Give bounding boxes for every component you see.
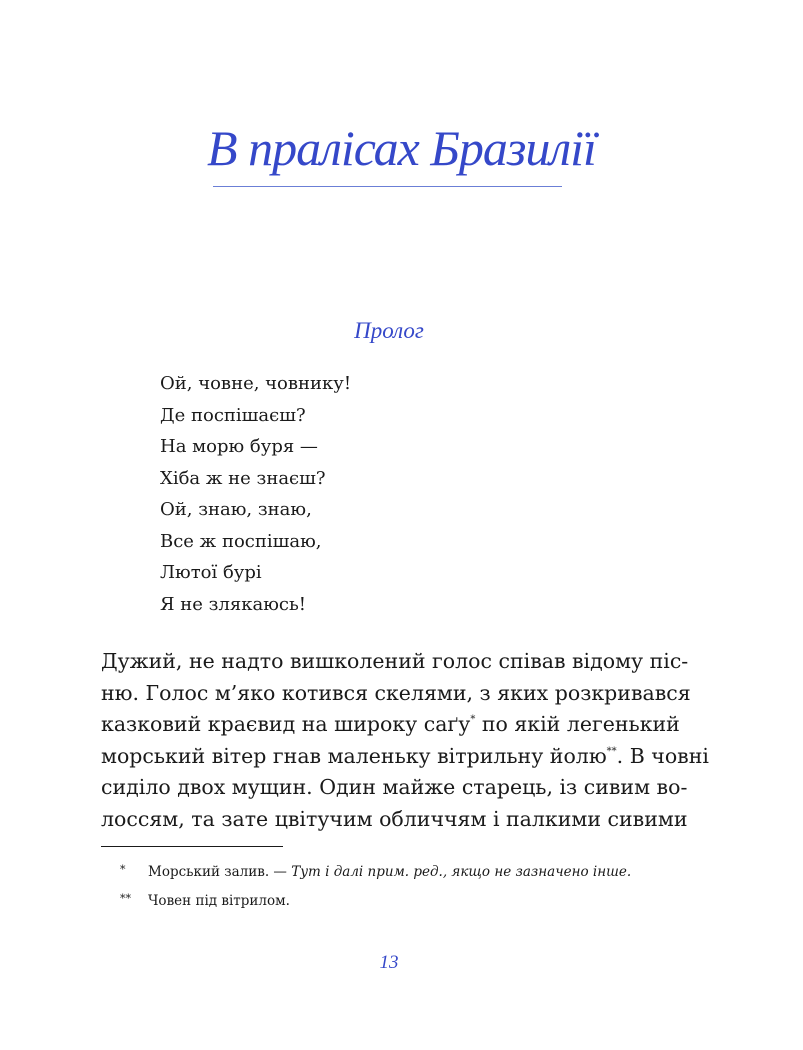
body-text-fragment: казковий краєвид на широку саґу [101,712,471,736]
footnote-divider [101,846,283,847]
poem-line: Я не злякаюсь! [160,593,307,615]
body-text-fragment: по якій легенький [475,712,680,736]
page-number: 13 [379,952,399,973]
body-line [101,741,709,773]
poem [160,368,351,620]
poem-line: Все ж поспішаю, [160,530,322,552]
body-line: сиділо двох мущин. Один майже старець, із сивим во- [101,775,688,799]
poem-line: Хіба ж не знаєш? [160,467,326,489]
footnote [120,889,290,911]
prologue-heading: Пролог [354,318,424,343]
footnote [120,860,631,882]
body-text-fragment: морський вітер гнав маленьку вітрильну йолю [101,743,607,768]
body-text-fragment: . В човні [616,743,709,768]
poem-line: Ой, човне, човнику! [160,373,352,394]
poem-line: Ой, знаю, знаю, [160,499,312,520]
body-line: ню. Голос м’яко котився скелями, з яких розкривався [101,680,691,705]
footnote-reference[interactable]: * [470,714,476,725]
footnote-reference[interactable]: ** [606,745,617,757]
chapter-title: В пралісах Бразилії [207,120,596,176]
footnote-text: Морський залив. — [148,864,292,880]
footnote-mark: * [120,863,126,876]
poem-line: На морю буря — [160,436,318,457]
poem-line: Лютої бурі [160,562,262,583]
body-line: лоссям, та зате цвітучим обличчям і палкими сивими [101,806,688,831]
poem-line: Де поспішаєш? [160,404,306,426]
body-paragraph [101,646,709,835]
body-line [101,709,679,741]
title-divider [213,186,562,187]
footnote-text: Човен під вітрилом. [148,893,290,909]
footnote-mark: ** [120,892,131,905]
body-line: Дужий, не надто вишколений голос співав відому піс- [101,649,689,673]
footnote-editor-note: Тут і далі прим. ред., якщо не зазначено інше. [291,864,632,880]
